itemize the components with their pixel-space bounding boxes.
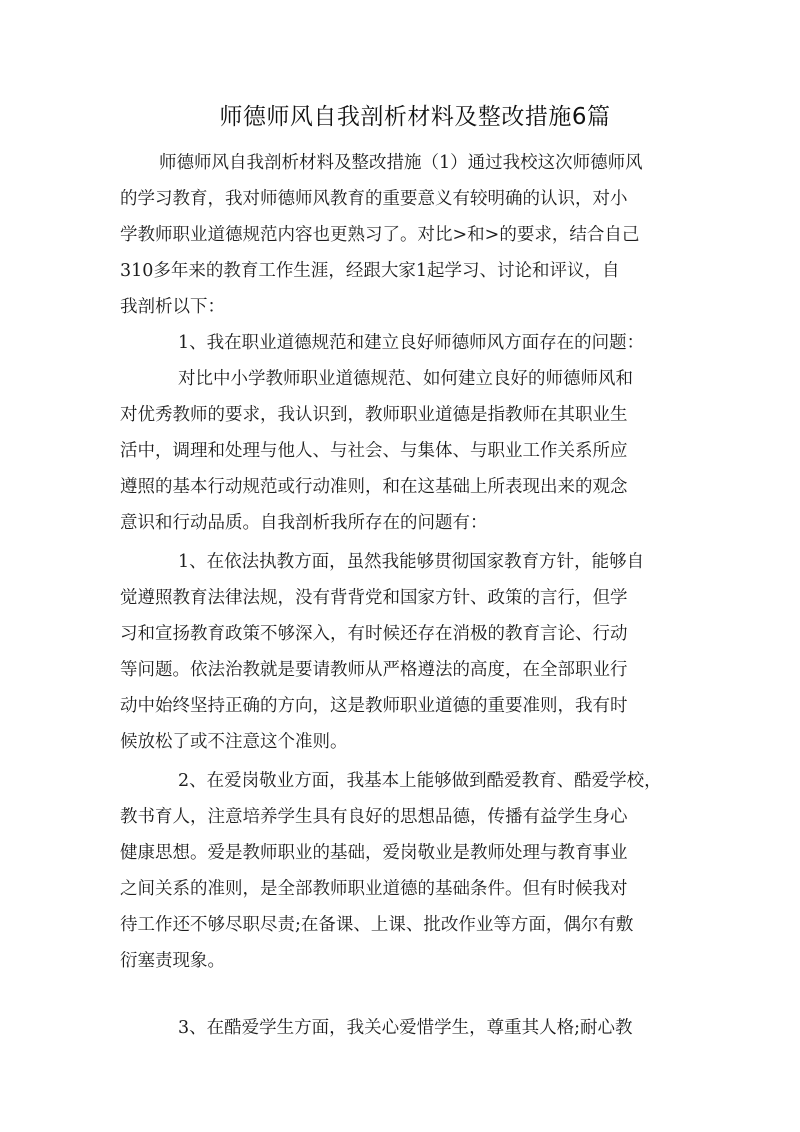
- body-text-line: 师德师风自我剖析材料及整改措施（1）通过我校这次师德师风: [159, 153, 643, 173]
- body-text-line: 3、在酷爱学生方面，我关心爱惜学生，尊重其人格;耐心教: [178, 1018, 633, 1038]
- body-text-line: 等问题。依法治教就是要请教师从严格遵法的高度，在全部职业行: [120, 660, 628, 680]
- body-text-line: 之间关系的准则，是全部教师职业道德的基础条件。但有时候我对: [120, 879, 628, 899]
- body-text-line: 1、我在职业道德规范和建立良好师德师风方面存在的问题：: [178, 333, 645, 353]
- document-title: 师德师风自我剖析材料及整改措施6篇: [219, 104, 611, 130]
- body-text-line: 健康思想。爱是教师职业的基础，爱岗敬业是教师处理与教育事业: [120, 843, 628, 863]
- body-text-line: 教书育人，注意培养学生具有良好的思想品德，传播有益学生身心: [120, 807, 628, 827]
- body-text-line: 我剖析以下：: [120, 297, 225, 317]
- body-text-line: 衍塞责现象。: [120, 951, 225, 971]
- body-text-line: 的学习教育，我对师德师风教育的重要意义有较明确的认识，对小: [120, 189, 628, 209]
- body-text-line: 候放松了或不注意这个准则。: [120, 732, 348, 752]
- body-text-line: 2、在爱岗敬业方面，我基本上能够做到酷爱教育、酷爱学校，: [178, 771, 662, 791]
- body-text-line: 意识和行动品质。自我剖析我所存在的问题有：: [120, 513, 488, 533]
- body-text-line: 遵照的基本行动规范或行动准则，和在这基础上所表现出来的观念: [120, 477, 628, 497]
- body-text-line: 对优秀教师的要求，我认识到，教师职业道德是指教师在其职业生: [120, 405, 628, 425]
- body-text-line: 活中，调理和处理与他人、与社会、与集体、与职业工作关系所应: [120, 441, 628, 461]
- body-text-line: 310多年来的教育工作生涯，经跟大家1起学习、讨论和评议，自: [120, 261, 620, 281]
- body-text-line: 觉遵照教育法律法规，没有背背党和国家方针、政策的言行，但学: [120, 588, 628, 608]
- body-text-line: 对比中小学教师职业道德规范、如何建立良好的师德师风和: [178, 369, 633, 389]
- body-text-line: 动中始终坚持正确的方向，这是教师职业道德的重要准则，我有时: [120, 696, 628, 716]
- body-text-line: 习和宣扬教育政策不够深入，有时候还存在消极的教育言论、行动: [120, 624, 628, 644]
- body-text-line: 1、在依法执教方面，虽然我能够贯彻国家教育方针，能够自: [178, 552, 645, 572]
- body-text-line: 待工作还不够尽职尽责;在备课、上课、批改作业等方面，偶尔有敷: [120, 915, 634, 935]
- body-text-line: 学教师职业道德规范内容也更熟习了。对比>和>的要求，结合自己: [120, 225, 640, 245]
